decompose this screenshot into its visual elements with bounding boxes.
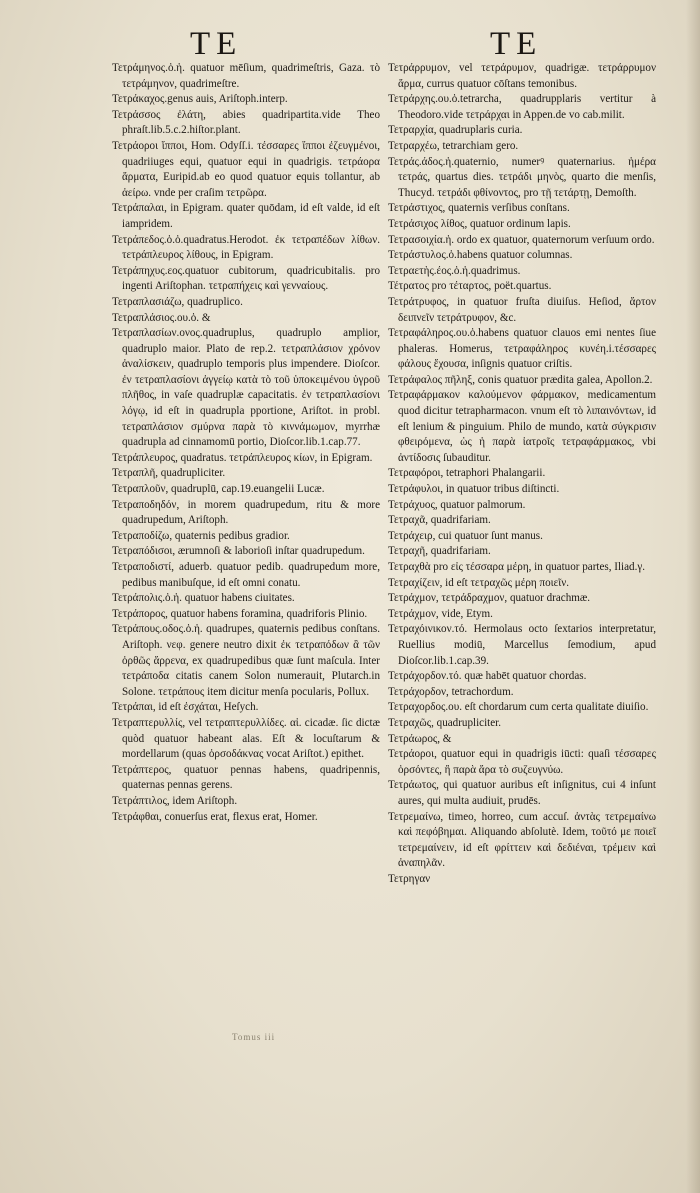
dictionary-entry: Τετραποδιστί, aduerb. quatuor pedib. quadrupedum more, pedibus manibuſque, id eſt omni conatu. [112,561,380,589]
running-head-right: TE [490,26,543,62]
page-edge-shadow [686,0,700,1193]
dictionary-entry: Τετράχορδον, tetrachordum. [388,685,514,698]
dictionary-entry: Τετραφάληρος.ου.ὁ.habens quatuor clauos emi nentes ſiue phaleras. Homerus, τετραφάληρος κυνέη.i.τέσσαρες φάλους ἔχουσα, inſignis quatuor criſtis. [388,327,656,371]
dictionary-entry: Τετράοροι ἵπποι, Hom. Odyſſ.i. τέσσαρες ἵπποι ἐζευγμένοι, quadriiuges equi, quatuor equi in quadrigis. τετράορα ἅρματα, Euripid.ab eo quod quatuor equis tollantur, ab ἀείρω. vnde per craſim τετρῶρα. [112,139,380,199]
running-head-left: TE [190,26,243,62]
dictionary-entry: Τετραετὴς.έος.ὁ.ἡ.quadrimus. [388,264,521,277]
dictionary-entry: Τετραρχία, quadruplaris curia. [388,124,523,137]
left-column [112,61,380,825]
dictionary-entry: Τετράπαι, id eſt ἐσχάται, Heſych. [112,701,259,714]
dictionary-entry: Τετράοροι, quatuor equi in quadrigis iūcti: quaſi τέσσαρες ὁρσόντες, ἢ παρὰ ἄρα τὸ συζευγνύω. [388,748,656,776]
dictionary-entry: Τετραπόδισοι, ærumnoſi & laborioſi inſtar quadrupedum. [112,545,365,558]
dictionary-entry: Τετραποδηδόν, in morem quadrupedum, ritu & more quadrupedum, Ariſtoph. [112,498,380,527]
dictionary-entry: Τετράπαλαι, in Epigram. quater quōdam, id eſt valde, id eſt iampridem. [112,202,380,230]
dictionary-entry: Τετράχορδον.τό. quæ habēt quatuor chordas. [388,670,587,683]
dictionary-entry: Τετραχθὰ pro εἰς τέσσαρα μέρη, in quatuor partes, Iliad.γ. [388,561,646,573]
dictionary-entry: Τετράπλευρος, quadratus. τετράπλευρος κίων, in Epigram. [112,451,373,464]
dictionary-entry: Τετραπλασιάζω, quadruplico. [112,295,243,308]
dictionary-entry: Τετράπηχυς.εος.quatuor cubitorum, quadricubitalis. pro ingenti Ariſtophan. τετραπήχεις καὶ γενναίους. [112,264,380,293]
dictionary-entry: Τετραπλασίων.ονος.quadruplus, quadruplo amplior, quadruplo maior. Plato de rep.2. τετραπλάσιον χρόνον ἀναλίσκειν, quadruplo temporis plus impendere. Dioſcor. ἐν τετραπλασίονι ἀγγείῳ κατὰ τὸ τοῦ ὑποκειμένου ὑγροῦ πλῆθος, in vaſe quadruplæ capacitatis. ἐν τετραπλασίονι λόγῳ, id eſt in quadrupla pportione, Ariſtot. in probl. τετραπλάσιον σμύρνα παρὰ τὸ κιννάμωμον, myrrhæ quadrupla ad cinnamomū portio, Dioſcor.lib.1.cap.77. [112,327,380,449]
dictionary-entry: Τετράχυος, quatuor palmorum. [388,498,526,511]
dictionary-entry: Τετρεμαίνω, timeo, horreo, cum accuſ. ἀντὰς τετρεμαίνω καὶ πεφόβημαι. Aliquando abſolutè. Idem, τοῦτό με ποιεῖ τετρεμαίνειν, id eſt φρίττειν καὶ δεδιέναι, τρέμειν καὶ ἀναπηλᾶν. [388,810,656,870]
dictionary-entry: Τετράπτιλος, idem Ariſtoph. [112,794,238,807]
dictionary-entry: Τετραχῶς, quadrupliciter. [388,716,502,729]
dictionary-entry: Τετράσιχος λίθος, quatuor ordinum lapis. [388,217,571,230]
dictionary-entry: Τετραπλοῦν, quadruplū, cap.19.euangelii Lucæ. [112,483,325,496]
dictionary-entry: Τετρηγαν [388,872,431,885]
dictionary-entry: Τετραφόροι, tetraphori Phalangarii. [388,467,546,480]
dictionary-entry: Τετραχορδος.ου. eſt chordarum cum certa qualitate diuiſio. [388,701,649,714]
dictionary-entry: Τετραχᾶ, quadrifariam. [388,514,491,527]
right-column [388,61,656,887]
dictionary-entry: Τετραπτερυλλίς, vel τετραπτερυλλίδες. αἱ. cicadæ. ſic dictæ quòd quatuor habeant alas. Eſt & locuſtarum & mordellarum (quas ὀρσοδάκνας vocat Ariſtot.) epithet. [112,716,380,761]
dictionary-entry: Τετράτρυφος, in quatuor fruſta diuiſus. Heſiod, ἄρτον δειπνεῖν τετράτρυφον, &c. [388,295,656,324]
dictionary-entry: Τετράπεδος.ὁ.ὁ.quadratus.Herodot. ἐκ τετραπέδων λίθων. τετράπλευρος λίθους, in Epigram. [112,233,380,262]
dictionary-entry: Τετράμηνος.ὁ.ἡ. quatuor mēſium, quadrimeſtris, Gaza. τὸ τετράμηνον, quadrimeſtre. [112,62,380,90]
dictionary-entry: Τετράχειρ, cui quatuor ſunt manus. [388,529,543,542]
dictionary-entry: Τετραπλάσιος.ου.ὁ. & [112,311,211,324]
dictionary-entry: Τετραχόινικον.τό. Hermolaus octo ſextarios interpretatur, Ruellius modiū, Marcellus ſemodium, apud Dioſcor.lib.1.cap.39. [388,623,656,667]
dictionary-entry: Τετραχίζειν, id eſt τετραχῶς μέρη ποιεῖν. [388,576,570,589]
dictionary-entry: Τετράκαχος.genus auis, Ariſtoph.interp. [112,93,288,106]
dictionary-entry: Τετράπους.οδος.ὁ.ἡ. quadrupes, quaternis pedibus conſtans. Ariſtoph. νεφ. genere neutro dixit ἐκ τετραπόδων ἃ τῶν ὀρθῶς ἄρρενα, ex quadrupedibus quæ ſunt maſcula. Inter τετράποδα citatis canem Solon numerauit, Plutarch.in Solone. τετράπους item dicitur menſa pocularis, Pollux. [112,623,380,698]
dictionary-entry: Τετράφυλοι, in quatuor tribus diſtincti. [388,483,560,496]
dictionary-entry: Τετράφαλος πῆληξ, conis quatuor prædita galea, Apollon.2. [388,373,653,386]
dictionary-entry: Τέτρατος pro τέταρτος, poët.quartus. [388,280,552,293]
dictionary-entry: Τετραρχέω, tetrarchiam gero. [388,139,519,152]
dictionary-entry: Τετράχμον, vide, Etym. [388,607,493,620]
dictionary-entry: Τετραποδίζω, quaternis pedibus gradior. [112,529,290,542]
dictionary-entry: Τετράπορος, quatuor habens foramina, quadriforis Plinio. [112,607,368,620]
dictionary-entry: Τετράστιχος, quaternis verſibus conſtans. [388,202,570,215]
dictionary-entry: Τετράσσος ἐλάτη, abies quadripartita.vide Theo phraſt.lib.5.c.2.hiſtor.plant. [112,108,380,137]
dictionary-entry: Τετράπολις.ὁ.ἡ. quatuor habens ciuitates. [112,592,295,605]
dictionary-entry: Τετράωρος, & [388,732,452,745]
dictionary-entry: Τετράωτος, qui quatuor auribus eſt inſignitus, cui 4 inſunt aures, qui multa audiuit, prudēs. [388,779,656,807]
dictionary-entry: Τετράς.άδος.ἡ.quaternio, numerꝰ quaternarius. ἡμέρα τετράς, quartus dies. τετράδι μηνὸς, quarto die menſis, Thucyd. τετράδι φθίνοντος, pro τῇ τετάρτῃ, Demoſth. [388,155,656,199]
dictionary-entry: Τετράφθαι, conuerſus erat, flexus erat, Homer. [112,810,318,823]
signature-mark: Tomus iii [232,1032,276,1042]
dictionary-entry: Τετράρρυμον, vel τετράρυμον, quadrigæ. τετράρρυμον ἅρμα, currus quatuor cōſtans temonibus. [388,62,656,90]
dictionary-entry: Τετράχμον, τετράδραχμον, quatuor drachmæ. [388,592,591,605]
dictionary-entry: Τετράρχης.ου.ὁ.tetrarcha, quadrupplaris vertitur à Theodoro.vide τετράρχαι in Appen.de vo cab.milit. [388,93,656,121]
dictionary-entry: Τετράπτερος, quatuor pennas habens, quadripennis, quaternas pennas gerens. [112,763,380,792]
dictionary-entry: Τετραπλῆ, quadrupliciter. [112,467,226,480]
dictionary-entry: Τετρασοιχία.ἡ. ordo ex quatuor, quaternorum verſuum ordo. [388,233,655,246]
dictionary-entry: Τετραχῆ, quadrifariam. [388,545,491,558]
dictionary-entry: Τετράστυλος.ὁ.habens quatuor columnas. [388,249,573,262]
dictionary-entry: Τετραφάρμακον καλούμενον φάρμακον, medicamentum quod dicitur tetrapharmacon. vnum eſt τὸ λιπαινόντων, id eſt lenium & pinguium. Philo de mundo, κατὰ σύγκρισιν φθειρόμενα, ὡς ἡ παρὰ ἰατροῖς τετραφάρμακος, vbi ἀντίδοσις ſubauditur. [388,389,656,464]
